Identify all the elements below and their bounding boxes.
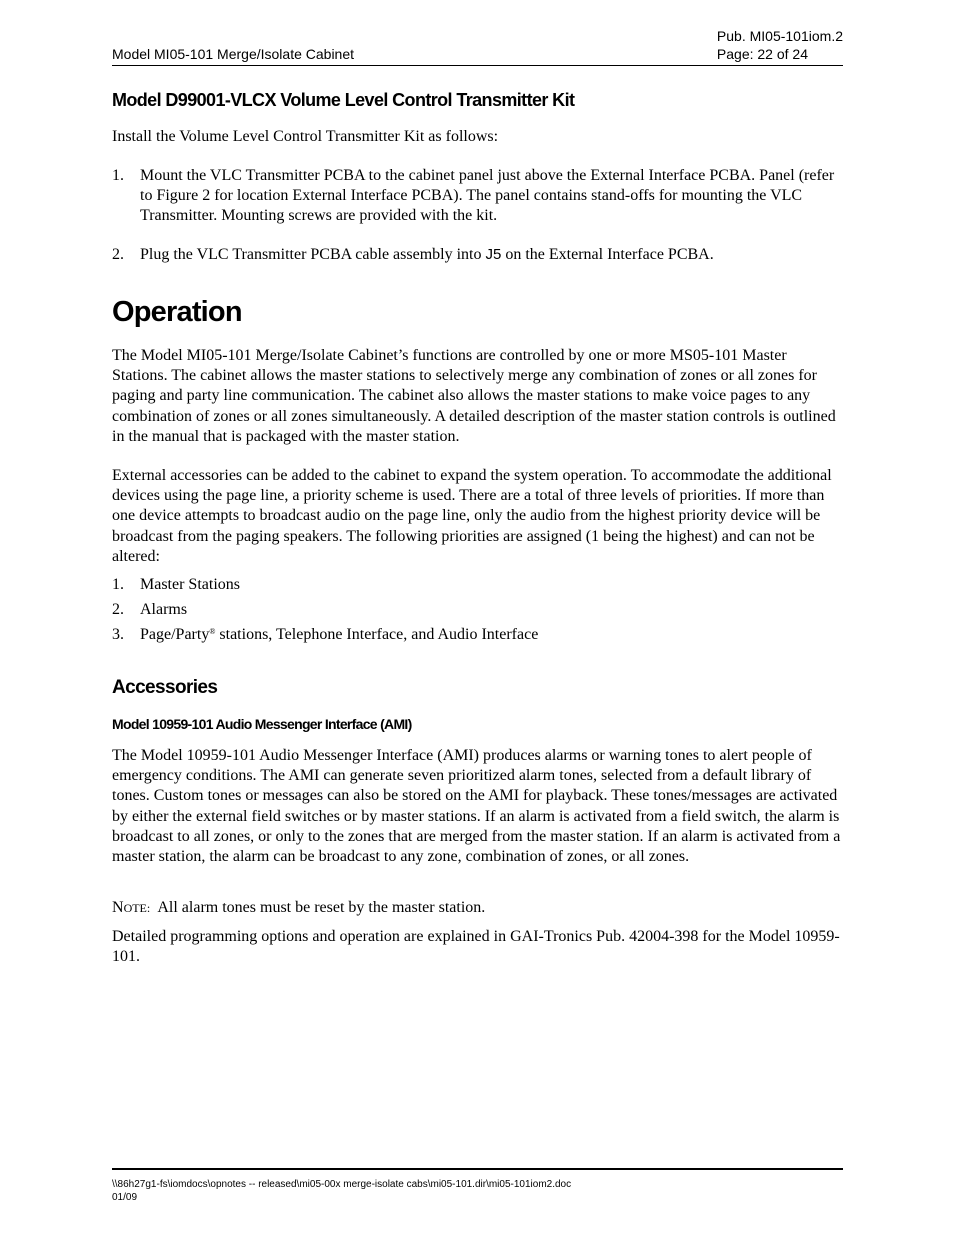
connector-label: J5 (485, 246, 502, 263)
priority-item-1 (112, 575, 843, 595)
page-footer (112, 1178, 571, 1204)
note-label (112, 899, 150, 916)
kit-step-1 (112, 166, 843, 227)
registered-mark: ® (209, 627, 216, 636)
priority-text: Alarms (140, 601, 188, 618)
operation-paragraph-2: External accessories can be added to the cabinet to expand the system operation. To accommodate the additional devices using the page line, a priority scheme is used. There are a total of three levels of priorities. If more than one device attempts to broadcast audio on the page line, only the audio from the highest priority device will be broadcast from the paging speakers. The following priorities are assigned (1 being the highest) and can not be altered: (112, 467, 832, 565)
step-text: Mount the VLC Transmitter PCBA to the cabinet panel just above the External Interface PCBA. Panel (refer to Figure 2 for location External Interface PCBA). The panel contains stand-offs for mounting the VLC Transmitter. Mounting screws are provided with the kit. (140, 167, 835, 225)
priority-number: 3. (112, 626, 124, 643)
step-number: 1. (112, 167, 124, 184)
priority-text-part: stations, Telephone Interface, and Audio Interface (215, 626, 539, 643)
kit-heading: Model D99001-VLCX Volume Level Control Transmitter Kit (112, 90, 575, 110)
document-page (112, 0, 843, 1235)
kit-intro: Install the Volume Level Control Transmitter Kit as follows: (112, 128, 499, 145)
priority-item-2 (112, 600, 843, 620)
step-text (140, 245, 843, 265)
ami-paragraph: The Model 10959-101 Audio Messenger Interface (AMI) produces alarms or warning tones to alert people of emergency conditions. The AMI can generate seven prioritized alarm tones, selected from a default library of tones. Custom tones or messages can also be stored on the AMI for playback. These tones/messages are activated by either the external field switches or by master stations. If an alarm is activated from a field switch, the alarm is broadcast to all zones, or only to the zones that are merged from the master station. If an alarm is activated from a master station, the alarm can be broadcast to any zone, combination of zones, or all zones. (112, 747, 841, 866)
footer-divider (112, 1168, 843, 1170)
header-title: Model MI05-101 Merge/Isolate Cabinet (112, 46, 355, 62)
note-label-initial: N (112, 899, 124, 916)
priority-text: Master Stations (140, 576, 240, 593)
step-text-part: on the External Interface PCBA. (501, 246, 714, 263)
priority-text-part: Page/Party (140, 626, 210, 643)
step-number: 2. (112, 246, 124, 263)
priority-text (140, 625, 843, 645)
priority-number: 2. (112, 601, 124, 618)
kit-step-2 (112, 245, 843, 265)
note-paragraph (112, 898, 843, 918)
header-pub-info (717, 27, 843, 63)
footer-file-path: \\86h27g1-fs\iomdocs\opnotes -- released\mi05-00x merge-isolate cabs\mi05-101.dir\mi05-101iom2.doc (112, 1179, 572, 1190)
priority-number: 1. (112, 576, 124, 593)
ami-heading: Model 10959-101 Audio Messenger Interface (AMI) (112, 716, 412, 732)
note-label-rest: OTE: (123, 901, 151, 915)
accessories-heading: Accessories (112, 677, 218, 698)
priority-item-3 (112, 625, 843, 645)
step-text-part: Plug the VLC Transmitter PCBA cable assembly into (140, 246, 486, 263)
header-pub-number: Pub. MI05-101iom.2 (716, 28, 843, 44)
page-header (112, 28, 843, 66)
operation-heading: Operation (112, 296, 242, 328)
operation-paragraph-1: The Model MI05-101 Merge/Isolate Cabinet’s functions are controlled by one or more MS05-101 Master Stations. The cabinet allows the master stations to selectively merge any combination of zones or all zones for paging and party line communication. The cabinet also allows the master stations to make voice pages to any combination of zones or all zones simultaneously. A detailed description of the master station controls is outlined in the manual that is packaged with the master station. (112, 347, 836, 445)
header-page-number: Page: 22 of 24 (716, 46, 808, 62)
note-text: All alarm tones must be reset by the master station. (150, 899, 486, 916)
detail-paragraph: Detailed programming options and operation are explained in GAI-Tronics Pub. 42004-398 for the Model 10959-101. (112, 928, 840, 966)
footer-date: 01/09 (112, 1192, 138, 1203)
